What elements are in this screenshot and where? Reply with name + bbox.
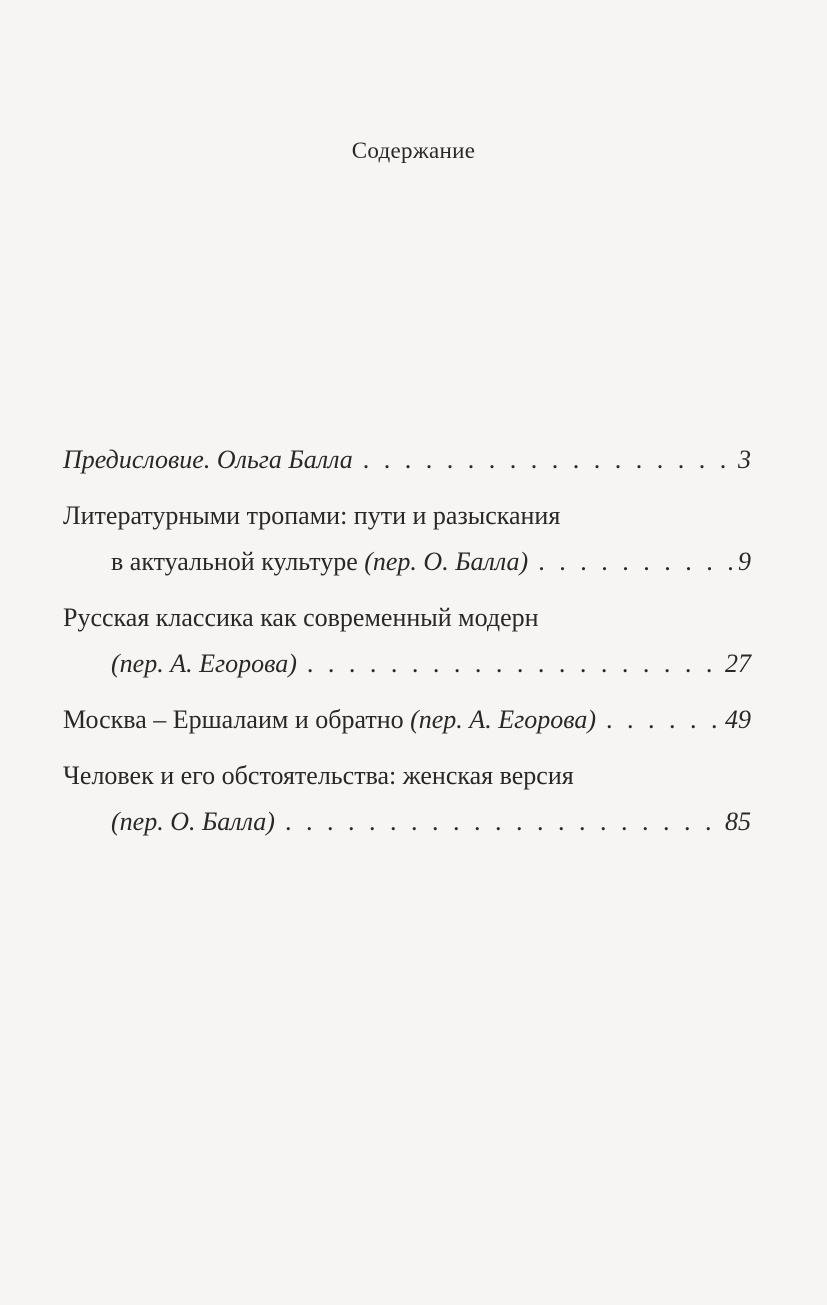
toc-entry-preface[interactable] [63,437,751,483]
toc-entry-translator: (пер. О. Балла) [111,807,275,836]
toc-entry-russian-classics-line-2[interactable] [63,641,751,687]
table-of-contents [63,437,751,845]
toc-entry-translator: (пер. А. Егорова) [111,649,297,678]
page-title: Содержание [351,138,476,163]
toc-entry-russian-classics-line-1[interactable] [63,595,751,641]
toc-entry-title: Человек и его обстоятельства: женская версия [63,761,574,790]
toc-entry-literary-paths-line-2[interactable] [63,539,751,585]
toc-page-number: 49 [725,705,751,734]
toc-page-number: 27 [725,649,751,678]
dot-leader [307,641,719,687]
toc-entry-human-circumstances-line-2[interactable] [63,799,751,845]
toc-entry-title: Предисловие. Ольга Балла [63,445,353,474]
toc-entry-translator: (пер. О. Балла) [364,547,529,576]
toc-entry-title: Москва – Ершалаим и обратно [63,705,404,734]
dot-leader [285,799,719,845]
toc-page-number: 3 [738,445,751,474]
toc-entry-literary-paths-line-1[interactable] [63,493,751,539]
dot-leader [363,437,732,483]
toc-entry-title: Русская классика как современный модерн [63,603,539,632]
toc-entry-moscow-yershalaim[interactable] [63,697,751,743]
dot-leader [538,539,732,585]
toc-entry-title: Литературными тропами: пути и разыскания [63,501,561,530]
dot-leader [606,697,719,743]
toc-entry-human-circumstances-line-1[interactable] [63,753,751,799]
toc-entry-title-cont: в актуальной культуре [111,547,358,576]
toc-page-number: 9 [738,547,751,576]
toc-page-number: 85 [725,807,751,836]
toc-entry-translator: (пер. А. Егорова) [410,705,596,734]
